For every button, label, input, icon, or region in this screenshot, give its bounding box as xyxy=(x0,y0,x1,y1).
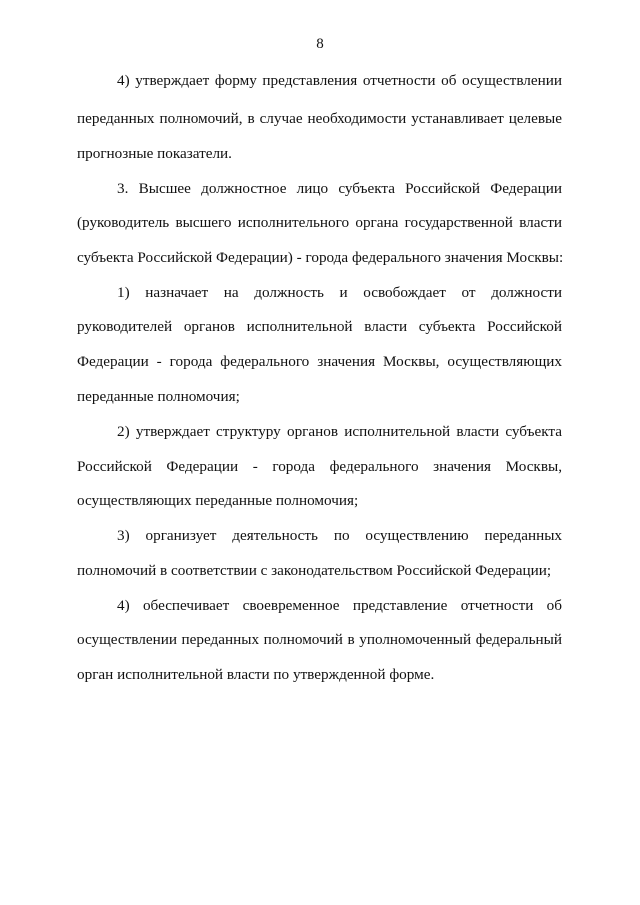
text-line: осуществлении переданных полномочий в уполномоченный федеральный xyxy=(77,631,562,648)
text-line: орган исполнительной власти по утвержденной форме. xyxy=(77,666,435,683)
text-line: 4) обеспечивает своевременное представление отчетности об xyxy=(117,597,562,614)
text-line: 1) назначает на должность и освобождает от должности xyxy=(117,284,562,301)
text-line: 3) организует деятельность по осуществлению переданных xyxy=(117,527,562,544)
text-line: руководителей органов исполнительной власти субъекта Российской xyxy=(77,318,562,335)
text-line: осуществляющих переданные полномочия; xyxy=(77,492,359,509)
text-line: Федерации - города федерального значения Москвы, осуществляющих xyxy=(77,353,562,370)
text-line: прогнозные показатели. xyxy=(77,145,232,162)
page-number: 8 xyxy=(316,36,324,52)
text-line: полномочий в соответствии с законодательством Российской Федерации; xyxy=(77,562,552,579)
text-line: (руководитель высшего исполнительного органа государственной власти xyxy=(77,214,562,231)
text-line: 4) утверждает форму представления отчетности об осуществлении xyxy=(117,72,562,89)
text-line: субъекта Российской Федерации) - города федерального значения Москвы: xyxy=(77,249,564,266)
text-line: 3. Высшее должностное лицо субъекта Российской Федерации xyxy=(117,180,562,197)
text-line: переданных полномочий, в случае необходимости устанавливает целевые xyxy=(77,110,562,127)
text-line: переданные полномочия; xyxy=(77,388,240,405)
text-line: 2) утверждает структуру органов исполнительной власти субъекта xyxy=(117,423,562,440)
text-line: Российской Федерации - города федерального значения Москвы, xyxy=(77,458,562,475)
